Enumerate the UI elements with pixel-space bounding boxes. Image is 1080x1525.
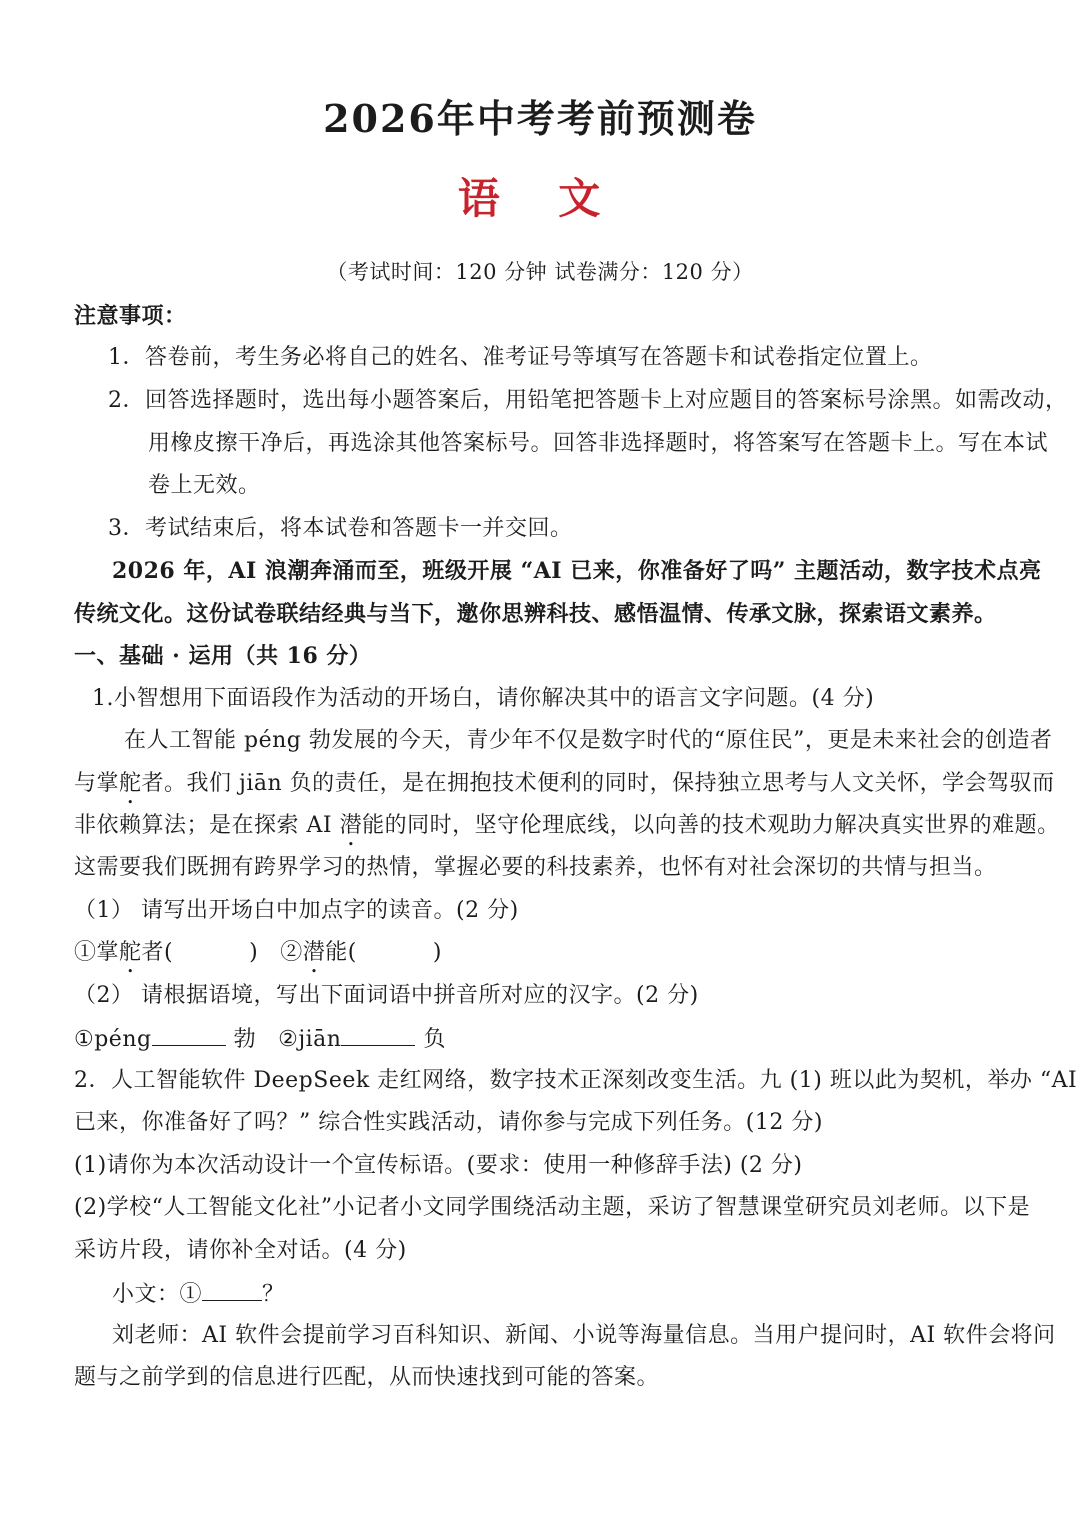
answer-blank[interactable] bbox=[152, 1023, 226, 1046]
dialog-xiaowen: 小文：① ？ bbox=[112, 1278, 285, 1310]
dotted-character: 舵 bbox=[119, 771, 142, 796]
question-1-stem: 1.小智想用下面语段作为活动的开场白，请你解决其中的语言文字问题。(4 分) bbox=[92, 686, 875, 711]
question-2-stem: 已来，你准备好了吗？” 综合性实践活动，请你参与完成下列任务。(12 分) bbox=[74, 1110, 823, 1135]
exam-info: （考试时间：120 分钟 试卷满分：120 分） bbox=[326, 260, 754, 284]
question-2-stem: 2．人工智能软件 DeepSeek 走红网络，数字技术正深刻改变生活。九 (1) 班以此为契机，举办 “AI bbox=[74, 1068, 1078, 1093]
answer-blank[interactable] bbox=[341, 1023, 415, 1046]
dialog-liu: 题与之前学到的信息进行匹配，从而快速找到可能的答案。 bbox=[74, 1365, 660, 1390]
intro-paragraph: 传统文化。这份试卷联结经典与当下，邀你思辨科技、感悟温情、传承文脉，探索语文素养。 bbox=[74, 601, 997, 627]
passage-line: 在人工智能 péng 勃发展的今天，青少年不仅是数字时代的“原住民”，更是未来社会的创造者 bbox=[124, 728, 1053, 753]
pinyin-answers: ①péng 勃 ②jiān 负 bbox=[74, 1023, 446, 1055]
dotted-character: 潜 bbox=[302, 940, 326, 965]
notice-item: 1．答卷前，考生务必将自己的姓名、准考证号等填写在答题卡和试卷指定位置上。 bbox=[108, 345, 933, 370]
sub-question-stem: (2)学校“人工智能文化社”小记者小文同学围绕活动主题，采访了智慧课堂研究员刘老师。以下是 bbox=[74, 1195, 1031, 1220]
dotted-character: 舵 bbox=[119, 940, 142, 965]
sub-question-2-stem: （2） 请根据语境，写出下面词语中拼音所对应的汉字。(2 分) bbox=[74, 983, 699, 1008]
passage-line: 这需要我们既拥有跨界学习的热情，掌握必要的科技素养，也怀有对社会深切的共情与担当。 bbox=[74, 855, 997, 880]
sub-question-stem: 采访片段，请你补全对话。(4 分) bbox=[74, 1238, 407, 1263]
passage-line: 与掌舵者。我们 jiān 负的责任，是在拥抱技术便利的同时，保持独立思考与人文关怀，学会驾驭而 bbox=[74, 771, 1055, 796]
exam-title: 2026年中考考前预测卷 bbox=[323, 96, 757, 141]
sub-question-1-stem: （1） 请写出开场白中加点字的读音。(2 分) bbox=[74, 898, 519, 923]
passage-line: 非依赖算法；是在探索 AI 潜能的同时，坚守伦理底线，以向善的技术观助力解决真实世界的难题。 bbox=[74, 813, 1060, 838]
notice-item: 2．回答选择题时，选出每小题答案后，用铅笔把答题卡上对应题目的答案标号涂黑。如需改动， bbox=[108, 388, 1068, 413]
notice-item-continued: 卷上无效。 bbox=[148, 473, 261, 498]
section-heading: 一、基础 · 运用（共 16 分） bbox=[74, 643, 372, 669]
notice-item-continued: 用橡皮擦干净后，再选涂其他答案标号。回答非选择题时，将答案写在答题卡上。写在本试 bbox=[148, 431, 1049, 456]
dotted-character: 潜 bbox=[339, 813, 363, 838]
notice-item: 3．考试结束后，将本试卷和答题卡一并交回。 bbox=[108, 516, 573, 541]
intro-paragraph: 2026 年，AI 浪潮奔涌而至，班级开展 “AI 已来，你准备好了吗” 主题活动，数字技术点亮 bbox=[112, 558, 1042, 584]
notice-heading: 注意事项： bbox=[74, 303, 187, 329]
subject-title: 语 文 bbox=[457, 174, 623, 223]
answer-blank[interactable] bbox=[202, 1278, 262, 1301]
dialog-liu: 刘老师：AI 软件会提前学习百科知识、新闻、小说等海量信息。当用户提问时，AI 软件会将问 bbox=[112, 1323, 1056, 1348]
pronunciation-answers: ①掌舵者( ) ②潜能( ) bbox=[74, 940, 442, 965]
sub-question-stem: (1)请你为本次活动设计一个宣传标语。(要求：使用一种修辞手法) (2 分) bbox=[74, 1153, 803, 1178]
